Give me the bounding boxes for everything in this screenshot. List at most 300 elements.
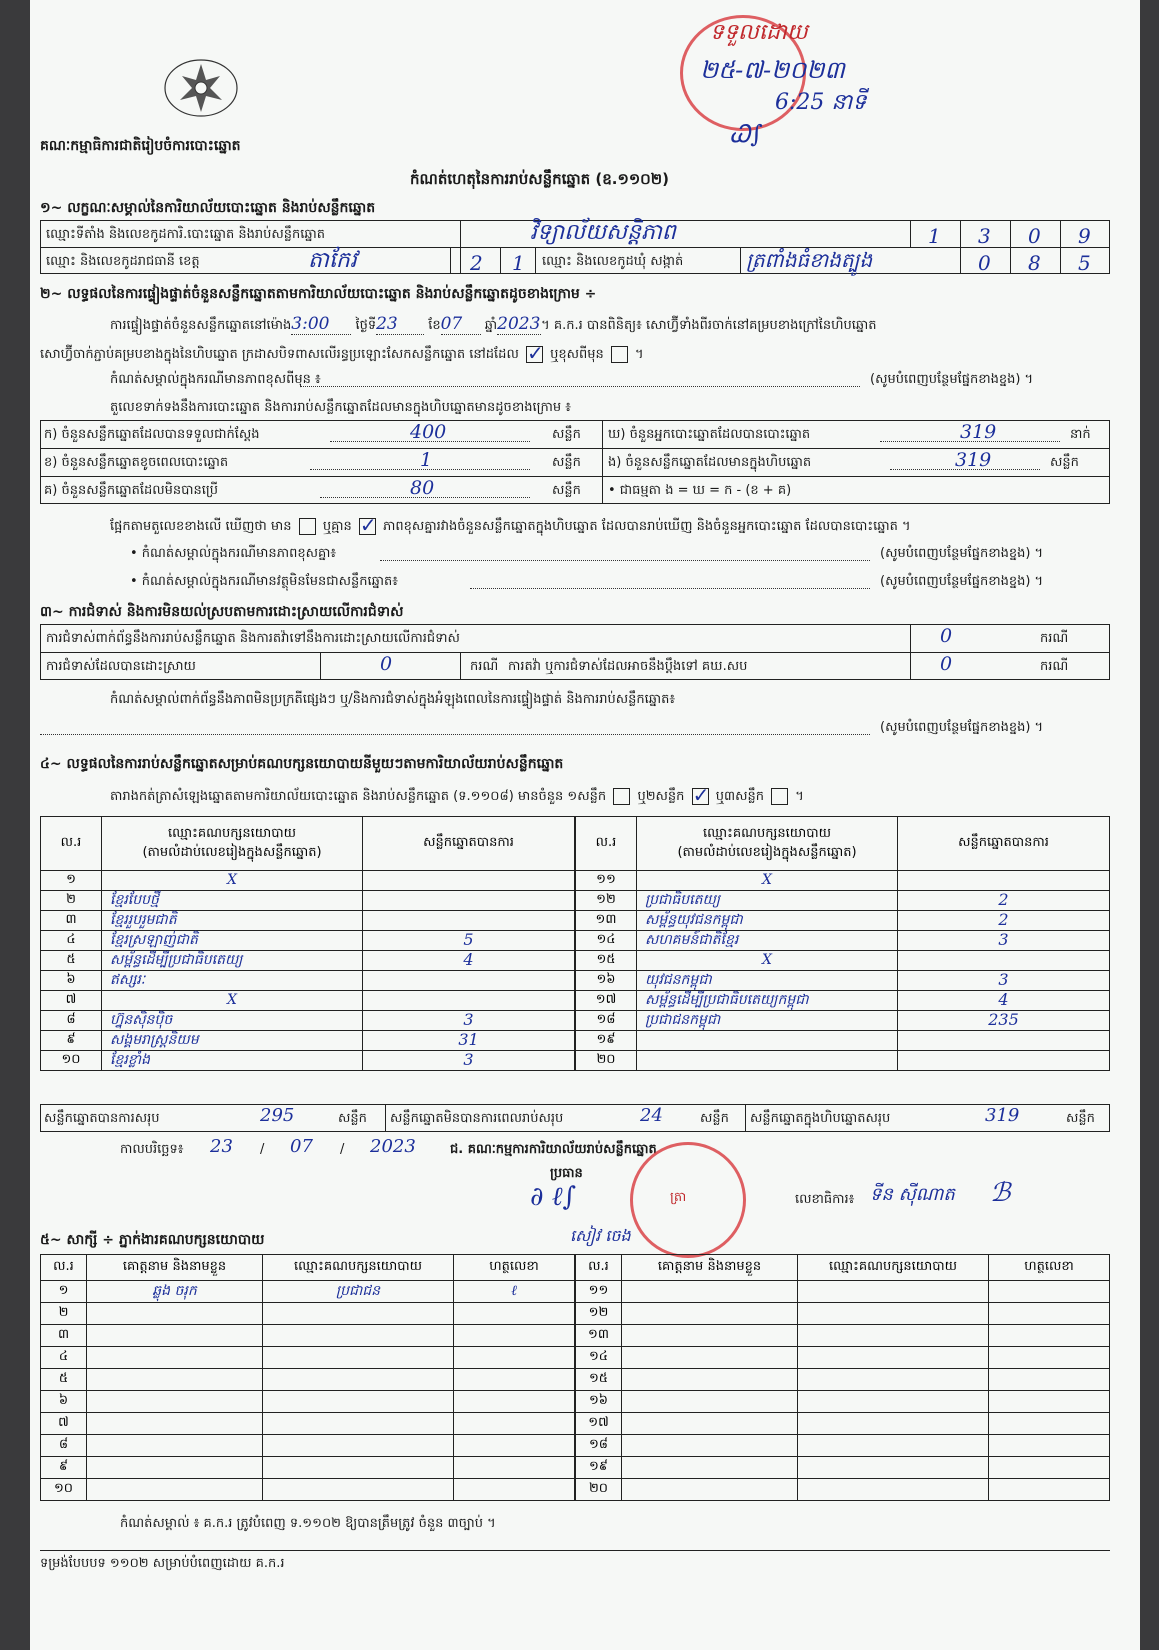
- party-name-text: X: [227, 872, 237, 888]
- row-number: ១: [41, 1281, 87, 1303]
- difference-check-line: ផ្អែកតាមតួលេខខាងលើ ឃើញថា មាន ឬគ្មាន ✓ ភាពខុសគ្នារវាងចំនួនសន្លឹកឆ្នោតក្នុងហិបឆ្នោត ដែលបានរាប់ឃើញ និងចំនួនអ្នកបោះឆ្នោត ដែលបានបោះឆ្នោត ។: [110, 518, 911, 535]
- valid-total-value: 295: [260, 1105, 295, 1126]
- party-row: [41, 931, 575, 951]
- witness-cell: [989, 1479, 1110, 1501]
- col-party: ឈ្មោះគណបក្សនយោបាយ (តាមលំដាប់លេខរៀងក្នុងសន្លឹកឆ្នោត): [637, 817, 898, 871]
- nec-emblem: [162, 58, 240, 118]
- witness-party: [263, 1281, 454, 1303]
- witness-cell: [989, 1347, 1110, 1369]
- witness-cell: [798, 1303, 989, 1325]
- party-name: [102, 971, 363, 991]
- witness-party: [263, 1479, 454, 1501]
- complaints-value: 0: [940, 625, 953, 647]
- row-number: ១៩: [576, 1457, 622, 1479]
- party-row: [41, 971, 575, 991]
- witness-cell: [622, 1281, 798, 1303]
- party-votes-text: 235: [988, 1010, 1019, 1029]
- witness-sign: [454, 1325, 575, 1347]
- row-number: ២០: [576, 1479, 622, 1501]
- party-name: [102, 951, 363, 971]
- row-number: ១៤: [576, 931, 637, 951]
- witness-party: [263, 1303, 454, 1325]
- commune-code-2: 8: [1028, 251, 1041, 275]
- witness-party: [263, 1347, 454, 1369]
- voters-label: ឃ) ចំនួនអ្នកបោះឆ្នោតដែលបានបោះឆ្នោត: [608, 427, 811, 442]
- witness-row: [576, 1347, 1110, 1369]
- site-code-4: 9: [1078, 224, 1091, 248]
- row-number: ១៤: [576, 1347, 622, 1369]
- witness-name: [87, 1369, 263, 1391]
- witness-row: [41, 1347, 575, 1369]
- party-votes-text: 4: [463, 950, 474, 969]
- figures-intro: តួលេខទាក់ទងនឹងការបោះឆ្នោត និងការរាប់សន្លឹកឆ្នោតដែលមានក្នុងហិបឆ្នោតមានដូចខាងក្រោម ៖: [110, 400, 571, 415]
- party-name-text: ខ្មែរបែបថ្មី: [110, 892, 159, 908]
- witness-row: [41, 1369, 575, 1391]
- party-votes-text: 31: [458, 1030, 479, 1049]
- party-row: [41, 891, 575, 911]
- party-name-text: X: [227, 992, 237, 1008]
- party-row: [576, 891, 1110, 911]
- received-ballots-value: 400: [410, 421, 447, 443]
- party-name: [102, 1051, 363, 1071]
- party-votes-text: 4: [998, 990, 1009, 1009]
- unit: សន្លឹក: [552, 455, 581, 470]
- party-row: [41, 871, 575, 891]
- party-row: [576, 911, 1110, 931]
- votes-table-left: [40, 816, 575, 1071]
- party-votes: [898, 991, 1110, 1011]
- party-name: [102, 931, 363, 951]
- party-votes: [898, 911, 1110, 931]
- commune-code-1: 0: [978, 251, 991, 275]
- site-code-3: 0: [1028, 224, 1041, 248]
- col-party: ឈ្មោះគណបក្សនយោបាយ: [263, 1255, 454, 1281]
- row-number: ១១: [576, 1281, 622, 1303]
- chief-name: សៀវ ចេង: [570, 1226, 631, 1245]
- row-number: ១៩: [576, 1031, 637, 1051]
- province-code-1: 2: [470, 251, 483, 275]
- witness-table-left: [40, 1254, 575, 1501]
- received-label: ទទួលដោយ: [710, 20, 808, 45]
- witness-cell: [989, 1391, 1110, 1413]
- witness-sign: [454, 1347, 575, 1369]
- fill-note-2: (សូមបំពេញបន្ថែមផ្នែកខាងខ្នង) ។: [880, 546, 1044, 561]
- row-number: ៥: [41, 951, 102, 971]
- province-code-2: 1: [512, 251, 525, 275]
- witness-name: [87, 1325, 263, 1347]
- difference-note-label: កំណត់សម្គាល់ក្នុងករណីមានភាពខុសពីមុន ៖: [110, 372, 321, 387]
- witness-cell: [798, 1479, 989, 1501]
- site-name-label: ឈ្មោះទីតាំង និងលេខកូដការិ.បោះឆ្នោត និងរាប់សន្លឹកឆ្នោត: [46, 227, 325, 242]
- tally-1-checkbox[interactable]: [613, 788, 630, 805]
- witness-sign: [454, 1457, 575, 1479]
- party-row: [576, 871, 1110, 891]
- party-name-text: ខ្មែរស្រឡាញ់ជាតិ: [110, 932, 198, 948]
- section1-heading: ១~ លក្ខណៈសម្គាល់នៃការិយាល័យបោះឆ្នោត និងរាប់សន្លឹកឆ្នោត: [40, 200, 376, 216]
- row-number: ៤: [41, 1347, 87, 1369]
- party-name-text: ប្រជាធិបតេយ្យ: [645, 892, 720, 908]
- col-no: ល.រ: [576, 817, 637, 871]
- party-name: [102, 1011, 363, 1031]
- witness-sign: [454, 1435, 575, 1457]
- witness-cell: [989, 1435, 1110, 1457]
- row-number: ១៦: [576, 971, 637, 991]
- stamp-text: ត្រា: [670, 1190, 687, 1205]
- witness-row: [41, 1281, 575, 1303]
- box-total-value: 319: [985, 1105, 1020, 1126]
- province-label: ឈ្មោះ និងលេខកូដរាជធានី ខេត្ត: [46, 254, 200, 269]
- section4-heading: ៤~ លទ្ធផលនៃការរាប់សន្លឹកឆ្នោតសម្រាប់គណបក្សនយោបាយនីមួយៗតាមការិយាល័យរាប់សន្លឹកឆ្នោត: [40, 756, 564, 772]
- row-number: ១៣: [576, 1325, 622, 1347]
- party-votes: [898, 931, 1110, 951]
- party-votes: [898, 1011, 1110, 1031]
- votes-table-right: [575, 816, 1110, 1071]
- row-number: ១៥: [576, 951, 637, 971]
- spoiled-ballots-label: ខ) ចំនួនសន្លឹកឆ្នោតខូចពេលបោះឆ្នោត: [44, 455, 229, 470]
- irregularity-note: កំណត់សម្គាល់ពាក់ព័ន្ធនឹងភាពមិនប្រក្រតីផ្សេងៗ ឬ/និងការជំទាស់ក្នុងអំឡុងពេលនៃការផ្ទៀងផ្ទាត់ និងការរាប់សន្លឹកឆ្នោត៖: [110, 692, 676, 707]
- witness-cell: [798, 1435, 989, 1457]
- party-name: [637, 871, 898, 891]
- invalid-total-value: 24: [640, 1105, 663, 1126]
- party-row: [576, 951, 1110, 971]
- party-name: [637, 891, 898, 911]
- witness-cell: [622, 1457, 798, 1479]
- witness-row: [41, 1391, 575, 1413]
- seal-status-line: សោហ្វ៊ីចាក់ភ្ជាប់គម្របខាងក្នុងនៃហិបឆ្នោត ក្រដាសបិទពាសលើរន្ធប្រឡោះសែកសន្លឹកឆ្នោត នៅដដែល ✓ ឬខុសពីមុន ។: [40, 346, 644, 363]
- col-votes: សន្លឹកឆ្នោតបានការ: [898, 817, 1110, 871]
- row-number: ១៥: [576, 1369, 622, 1391]
- party-votes: [898, 1031, 1110, 1051]
- committee-label: ជ. គណៈកម្មការការិយាល័យរាប់សន្លឹកឆ្នោត: [450, 1142, 657, 1157]
- section2-heading: ២~ លទ្ធផលនៃការផ្ទៀងផ្ទាត់ចំនួនសន្លឹកឆ្នោតតាមការិយាល័យបោះឆ្នោត និងរាប់សន្លឹកឆ្នោតដូចខាងក្រោម ÷: [40, 286, 597, 302]
- party-votes-text: 3: [463, 1010, 474, 1029]
- witness-name-text: ឆ្លុង ចរុក: [152, 1283, 197, 1299]
- site-code-1: 1: [928, 224, 941, 248]
- check-time: 3:00: [291, 314, 330, 334]
- witness-cell: [622, 1303, 798, 1325]
- witness-name: [87, 1391, 263, 1413]
- totals-box: [40, 1104, 1110, 1132]
- party-name-text: សម្ព័ន្ធយុវជនកម្ពុជា: [645, 912, 743, 928]
- formula: • ជាធម្មតា ង = ឃ = ក - (ខ + គ): [608, 483, 792, 498]
- witness-cell: [798, 1391, 989, 1413]
- date-sep-2: /: [340, 1142, 345, 1157]
- party-name: [102, 991, 363, 1011]
- received-signature: Ꮗ∫: [730, 120, 763, 148]
- row-number: ៦: [41, 971, 102, 991]
- col-no: ល.រ: [41, 817, 102, 871]
- witness-cell: [622, 1347, 798, 1369]
- row-number: ២: [41, 891, 102, 911]
- col-party: ឈ្មោះគណបក្សនយោបាយ: [798, 1255, 989, 1281]
- witness-row: [576, 1281, 1110, 1303]
- seal-same-checkbox[interactable]: [526, 346, 543, 363]
- section3-heading: ៣~ ការជំទាស់ និងការមិនយល់ស្របតាមការដោះស្រាយលើការជំទាស់: [40, 604, 404, 620]
- site-name-value: វិទ្យាល័យសន្តិភាព: [530, 220, 676, 245]
- check-time-line: ការផ្ទៀងផ្ទាត់ចំនួនសន្លឹកឆ្នោតនៅម៉ោង3:00 ថ្ងៃទី23 ខែ07 ឆ្នាំ2023។ គ.ក.រ បានពិនិត្យ៖ សោហ្វ៊ីទាំងពីរចាក់នៅគម្របខាងក្រៅនៃហិបឆ្នោត: [110, 314, 877, 334]
- witness-party: [263, 1391, 454, 1413]
- witness-cell: [622, 1435, 798, 1457]
- seal-different-checkbox[interactable]: [611, 346, 628, 363]
- witness-cell: [989, 1303, 1110, 1325]
- commune-code-3: 5: [1078, 251, 1091, 275]
- party-votes-text: 3: [998, 970, 1009, 989]
- tally-3-checkbox[interactable]: [771, 788, 788, 805]
- witness-name: [87, 1435, 263, 1457]
- witness-party: [263, 1413, 454, 1435]
- party-name-text: យុវជនកម្ពុជា: [645, 972, 712, 988]
- row-number: ៦: [41, 1391, 87, 1413]
- witness-row: [41, 1325, 575, 1347]
- unit: នាក់: [1070, 427, 1091, 442]
- party-row: [576, 931, 1110, 951]
- party-votes: [363, 1011, 575, 1031]
- witness-row: [41, 1435, 575, 1457]
- row-number: ៣: [41, 1325, 87, 1347]
- site-code-2: 3: [978, 224, 991, 248]
- col-sign: ហត្ថលេខា: [989, 1255, 1110, 1281]
- chief-signature: ∂ ℓ∫: [530, 1182, 577, 1212]
- party-name-text: ហ្វ៊ុនស៊ិនប៉ិច: [110, 1012, 173, 1028]
- received-date: ២៥-៧-២០២៣: [700, 56, 845, 84]
- party-votes-text: 2: [998, 890, 1009, 909]
- party-name: [637, 1051, 898, 1071]
- difference-no-checkbox[interactable]: [359, 518, 376, 535]
- witness-row: [576, 1303, 1110, 1325]
- party-name-text: ខ្មែររួបរួមជាតិ: [110, 912, 177, 928]
- party-row: [41, 1051, 575, 1071]
- witness-name: [87, 1347, 263, 1369]
- form-title: កំណត់ហេតុនៃការរាប់សន្លឹកឆ្នោត (ឧ.១១០២): [410, 170, 670, 188]
- party-name: [637, 911, 898, 931]
- box-ballots-label: ង) ចំនួនសន្លឹកឆ្នោតដែលមានក្នុងហិបឆ្នោត: [608, 455, 812, 470]
- witness-sign: [454, 1369, 575, 1391]
- unit: ករណី: [1040, 631, 1069, 646]
- party-name: [637, 971, 898, 991]
- unit: ករណី: [1040, 659, 1069, 674]
- party-name: [637, 1011, 898, 1031]
- party-name-text: សង្គមរាស្ត្រនិយម: [110, 1032, 199, 1048]
- row-number: ៩: [41, 1457, 87, 1479]
- row-number: ៨: [41, 1011, 102, 1031]
- party-name: [637, 931, 898, 951]
- party-row: [576, 1051, 1110, 1071]
- col-votes: សន្លឹកឆ្នោតបានការ: [363, 817, 575, 871]
- party-row: [576, 991, 1110, 1011]
- party-name-text: ខ្មែរខ្លាំង: [110, 1052, 150, 1068]
- party-votes: [898, 971, 1110, 991]
- party-votes: [363, 1031, 575, 1051]
- witness-party: [263, 1325, 454, 1347]
- witness-sign-text: ℓ: [511, 1283, 517, 1299]
- party-row: [41, 951, 575, 971]
- witness-party: [263, 1435, 454, 1457]
- unit: សន្លឹក: [1050, 455, 1079, 470]
- row-number: ១៦: [576, 1391, 622, 1413]
- fill-note-1: (សូមបំពេញបន្ថែមផ្នែកខាងខ្នង) ។: [870, 372, 1034, 387]
- form-note: ទម្រង់បែបបទ ១១០២ សម្រាប់បំពេញដោយ គ.ក.រ: [40, 1556, 285, 1571]
- witness-cell: [798, 1325, 989, 1347]
- check-day: 23: [376, 314, 398, 334]
- party-votes-text: 2: [998, 910, 1009, 929]
- party-votes: [363, 1051, 575, 1071]
- province-value: តាកែវ: [308, 248, 357, 273]
- party-votes: [363, 911, 575, 931]
- party-name: [102, 871, 363, 891]
- row-number: ១០: [41, 1479, 87, 1501]
- witness-row: [576, 1457, 1110, 1479]
- unused-ballots-value: 80: [410, 477, 435, 499]
- row-number: ៣: [41, 911, 102, 931]
- unit: សន្លឹក: [552, 427, 581, 442]
- authority-name: គណៈកម្មាធិការជាតិរៀបចំការបោះឆ្នោត: [40, 138, 241, 154]
- row-number: ៧: [41, 1413, 87, 1435]
- fill-note-4: (សូមបំពេញបន្ថែមផ្នែកខាងខ្នង) ។: [880, 720, 1044, 735]
- witness-party: [263, 1457, 454, 1479]
- footnote: កំណត់សម្គាល់ ៖ គ.ក.រ ត្រូវបំពេញ ទ.១១០២ ឱ្យបានត្រឹមត្រូវ ចំនួន ៣ច្បាប់ ។: [120, 1516, 496, 1531]
- party-votes: [898, 1051, 1110, 1071]
- complaints-label: ការជំទាស់ពាក់ព័ន្ធនឹងការរាប់សន្លឹកឆ្នោត និងការតវ៉ាទៅនឹងការដោះស្រាយលើការជំទាស់: [46, 631, 460, 646]
- witness-party-text: ប្រជាជន: [335, 1283, 381, 1299]
- row-number: ៥: [41, 1369, 87, 1391]
- committee-stamp: [630, 1142, 746, 1258]
- party-votes-text: 5: [463, 930, 474, 949]
- difference-yes-checkbox[interactable]: [299, 518, 316, 535]
- witness-name: [87, 1479, 263, 1501]
- voters-value: 319: [960, 421, 997, 443]
- party-name-text: X: [762, 952, 772, 968]
- received-time: 6:25 នាទី: [775, 90, 867, 115]
- party-name: [102, 1031, 363, 1051]
- party-votes: [363, 951, 575, 971]
- witness-name: [87, 1457, 263, 1479]
- report-date-label: កាលបរិច្ឆេទ៖: [120, 1142, 184, 1157]
- witness-sign: [454, 1303, 575, 1325]
- witness-row: [41, 1303, 575, 1325]
- row-number: ១០: [41, 1051, 102, 1071]
- appeal-value: 0: [940, 653, 953, 675]
- report-month: 07: [290, 1136, 313, 1157]
- witness-cell: [989, 1325, 1110, 1347]
- party-row: [41, 991, 575, 1011]
- witness-row: [41, 1413, 575, 1435]
- witness-row: [576, 1325, 1110, 1347]
- fill-note-3: (សូមបំពេញបន្ថែមផ្នែកខាងខ្នង) ។: [880, 574, 1044, 589]
- witness-cell: [622, 1325, 798, 1347]
- invalid-total-label: សន្លឹកឆ្នោតមិនបានការពេលរាប់សរុប: [390, 1111, 564, 1126]
- party-name-text: សម្ព័ន្ធដើម្បីប្រជាធិបតេយ្យកម្ពុជា: [645, 992, 809, 1008]
- resolved-label: ការជំទាស់ដែលបានដោះស្រាយ: [46, 659, 196, 674]
- party-votes: [363, 871, 575, 891]
- row-number: ១៨: [576, 1435, 622, 1457]
- party-votes: [363, 891, 575, 911]
- witness-cell: [989, 1369, 1110, 1391]
- unused-ballots-label: គ) ចំនួនសន្លឹកឆ្នោតដែលមិនបានប្រើ: [44, 483, 218, 498]
- col-party: ឈ្មោះគណបក្សនយោបាយ (តាមលំដាប់លេខរៀងក្នុងសន្លឹកឆ្នោត): [102, 817, 363, 871]
- party-votes: [898, 891, 1110, 911]
- row-number: ១៣: [576, 911, 637, 931]
- party-votes: [898, 871, 1110, 891]
- witness-row: [576, 1391, 1110, 1413]
- spoiled-ballots-value: 1: [420, 449, 433, 471]
- row-number: ៤: [41, 931, 102, 951]
- row-number: ៧: [41, 991, 102, 1011]
- witness-row: [576, 1479, 1110, 1501]
- commune-label: ឈ្មោះ និងលេខកូដឃុំ សង្កាត់: [542, 254, 684, 269]
- section5-heading: ៥~ សាក្សី ÷ ភ្នាក់ងារគណបក្សនយោបាយ: [40, 1232, 265, 1248]
- row-number: ១២: [576, 891, 637, 911]
- row-number: ១៧: [576, 1413, 622, 1435]
- witness-cell: [798, 1457, 989, 1479]
- witness-name: [87, 1281, 263, 1303]
- row-number: ១៨: [576, 1011, 637, 1031]
- witness-sign: [454, 1281, 575, 1303]
- witness-cell: [798, 1281, 989, 1303]
- foreign-object-note: • កំណត់សម្គាល់ក្នុងករណីមានវត្ថុមិនមែនជាសន្លឹកឆ្នោត៖: [130, 574, 398, 589]
- row-number: ១២: [576, 1303, 622, 1325]
- valid-total-label: សន្លឹកឆ្នោតបានការសរុប: [44, 1111, 160, 1126]
- witness-cell: [622, 1413, 798, 1435]
- witness-sign: [454, 1479, 575, 1501]
- witness-cell: [989, 1281, 1110, 1303]
- row-number: ៨: [41, 1435, 87, 1457]
- party-votes: [898, 951, 1110, 971]
- witness-row: [576, 1413, 1110, 1435]
- check-month: 07: [440, 314, 463, 334]
- unit: សន្លឹក: [1066, 1111, 1095, 1126]
- witness-sign: [454, 1391, 575, 1413]
- party-row: [41, 911, 575, 931]
- col-no: ល.រ: [41, 1255, 87, 1281]
- witness-cell: [622, 1369, 798, 1391]
- party-name-text: ឥស្សរៈ: [110, 972, 146, 988]
- party-votes: [363, 931, 575, 951]
- witness-sign: [454, 1413, 575, 1435]
- row-number: ៩: [41, 1031, 102, 1051]
- witness-name: [87, 1413, 263, 1435]
- report-year: 2023: [370, 1136, 416, 1157]
- party-row: [41, 1011, 575, 1031]
- party-name: [637, 1031, 898, 1051]
- witness-row: [41, 1479, 575, 1501]
- witness-cell: [622, 1391, 798, 1413]
- witness-cell: [989, 1457, 1110, 1479]
- witness-cell: [622, 1479, 798, 1501]
- row-number: ១: [41, 871, 102, 891]
- box-total-label: សន្លឹកឆ្នោតក្នុងហិបឆ្នោតសរុប: [750, 1111, 891, 1126]
- party-row: [576, 971, 1110, 991]
- col-sign: ហត្ថលេខា: [454, 1255, 575, 1281]
- tally-2-checkbox[interactable]: [692, 788, 709, 805]
- secretary-label: លេខាធិការ៖: [795, 1192, 855, 1207]
- date-sep-1: /: [260, 1142, 265, 1157]
- witness-row: [576, 1435, 1110, 1457]
- col-name: គោត្តនាម និងនាមខ្លួន: [622, 1255, 798, 1281]
- party-row: [41, 1031, 575, 1051]
- col-name: គោត្តនាម និងនាមខ្លួន: [87, 1255, 263, 1281]
- commune-value: ត្រពាំងធំខាងត្បូង: [746, 248, 873, 272]
- party-votes-text: 3: [998, 930, 1009, 949]
- witness-row: [41, 1457, 575, 1479]
- tally-sheet-line: តារាងកត់ត្រាសំឡេងឆ្នោតតាមការិយាល័យបោះឆ្នោត និងរាប់សន្លឹកឆ្នោត (ទ.១១០៨) មានចំនួន ១សន្លឹក ឬ២សន្លឹក ✓ ឬ៣សន្លឹក ។: [110, 788, 804, 805]
- row-number: ២០: [576, 1051, 637, 1071]
- party-name-text: X: [762, 872, 772, 888]
- resolved-value: 0: [380, 653, 393, 675]
- party-name-text: សហគមន៍ជាតិខ្មែរ: [645, 932, 739, 948]
- party-votes: [363, 971, 575, 991]
- witness-cell: [798, 1369, 989, 1391]
- witness-cell: [798, 1347, 989, 1369]
